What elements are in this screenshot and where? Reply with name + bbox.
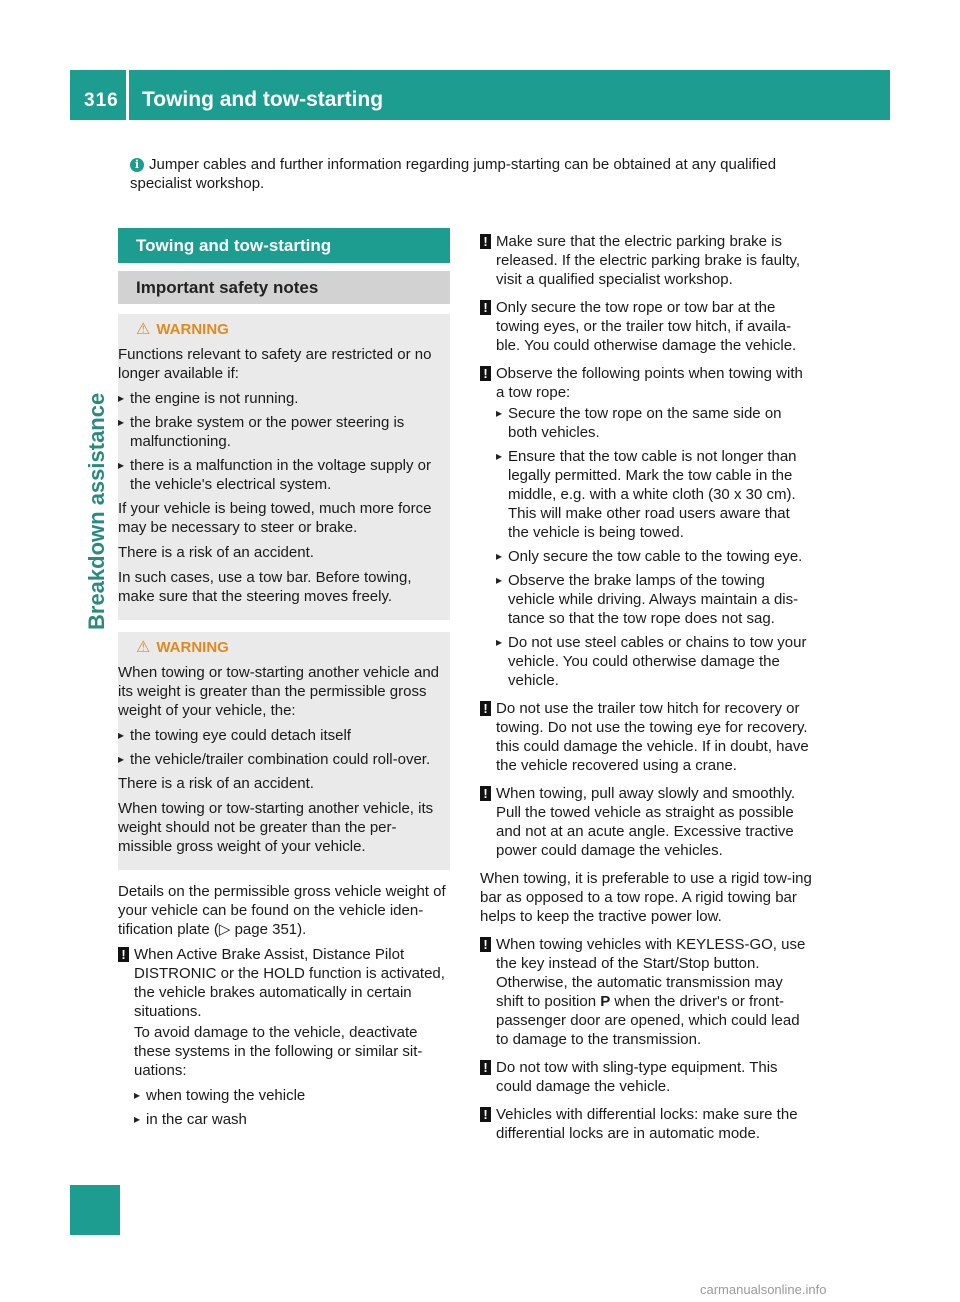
- warning-label: WARNING: [156, 321, 229, 338]
- notice-text: Do not use the trailer tow hitch for recovery or towing. Do not use the towing eye for recovery. this could damage the vehicle. If in doubt, have the vehicle recovered using a crane.: [496, 700, 809, 774]
- exclamation-icon: !: [480, 701, 491, 716]
- page-title: Towing and tow-starting: [142, 88, 384, 111]
- gear-position-p: P: [600, 993, 611, 1010]
- notice-text: Only secure the tow rope or tow bar at the towing eyes, or the trailer tow hitch, if availa-ble. You could otherwise damage the vehicle.: [496, 299, 797, 354]
- paragraph: When towing or tow-starting another vehicle, its weight should not be greater than the per-missible gross weight of your vehicle.: [118, 800, 434, 855]
- bullet-item: ▸ there is a malfunction in the voltage supply or the vehicle's electrical system.: [118, 456, 442, 494]
- warning-intro: When towing or tow-starting another vehicle and its weight is greater than the permissible gross weight of your vehicle, the:: [118, 664, 440, 719]
- info-text: Jumper cables and further information regarding jump-starting can be obtained at any qualified specialist workshop.: [130, 156, 777, 192]
- notice-text: When towing vehicles with KEYLESS-GO, use the key instead of the Start/Stop button. Otherwise, the automatic transmission may shift to position: [496, 936, 806, 1010]
- notice-text: Do not tow with sling-type equipment. This could damage the vehicle.: [496, 1059, 778, 1095]
- notice-block: [480, 784, 812, 860]
- bullet-item: ▸ the brake system or the power steering is malfunctioning.: [118, 413, 442, 451]
- notice-text: when the driver's or front-passenger door are opened, which could lead to damage to the transmission.: [496, 993, 800, 1048]
- warning-box-1: [118, 314, 450, 620]
- warning-triangle-icon: ⚠: [136, 321, 151, 338]
- exclamation-icon: !: [480, 1060, 491, 1075]
- paragraph: There is a risk of an accident.: [118, 775, 314, 792]
- page-number: 316: [84, 90, 119, 111]
- warning-body: [118, 663, 442, 856]
- left-column: [118, 228, 450, 1138]
- details-paragraph: Details on the permissible gross vehicle weight of your vehicle can be found on the vehicle iden-tification plate (▷ page 351).: [118, 883, 446, 938]
- right-column: [480, 232, 812, 1152]
- notice-block: [480, 1058, 812, 1096]
- warning-intro: Functions relevant to safety are restricted or no longer available if:: [118, 346, 432, 382]
- bullet-item: ▸ in the car wash: [134, 1110, 450, 1129]
- notice-text: Observe the following points when towing with a tow rope:: [496, 365, 803, 401]
- notice-block: [118, 945, 450, 1129]
- bullet-item: ▸ Only secure the tow cable to the towing eye.: [496, 547, 812, 566]
- exclamation-icon: !: [480, 234, 491, 249]
- notice-block: [480, 232, 812, 289]
- notice-text: To avoid damage to the vehicle, deactivate these systems in the following or similar sit-uations:: [134, 1024, 423, 1079]
- bullet-item: ▸ Observe the brake lamps of the towing vehicle while driving. Always maintain a dis-tance so that the tow rope does not sag.: [496, 571, 812, 628]
- bullet-item: ▸ Do not use steel cables or chains to tow your vehicle. You could otherwise damage the vehicle.: [496, 633, 812, 690]
- info-note: [130, 155, 820, 193]
- exclamation-icon: !: [480, 937, 491, 952]
- subsection-heading: Important safety notes: [118, 271, 450, 304]
- bullet-item: ▸ when towing the vehicle: [134, 1086, 450, 1105]
- warning-label: WARNING: [156, 639, 229, 656]
- side-chapter-block: [70, 1185, 120, 1235]
- bullet-item: ▸ the engine is not running.: [118, 389, 442, 408]
- header-divider: [126, 70, 129, 120]
- bullet-item: ▸ the towing eye could detach itself: [118, 726, 442, 745]
- notice-block: [480, 298, 812, 355]
- exclamation-icon: !: [480, 366, 491, 381]
- exclamation-icon: !: [480, 786, 491, 801]
- notice-text: When Active Brake Assist, Distance Pilot DISTRONIC or the HOLD function is activated, the vehicle brakes automatically in certain situations.: [134, 946, 445, 1020]
- notice-block: [480, 364, 812, 690]
- watermark: carmanualsonline.info: [700, 1282, 827, 1297]
- warning-heading: [118, 320, 442, 339]
- paragraph: If your vehicle is being towed, much more force may be necessary to steer or brake.: [118, 500, 432, 536]
- exclamation-icon: !: [480, 300, 491, 315]
- page-header: [70, 70, 890, 120]
- exclamation-icon: !: [118, 947, 129, 962]
- paragraph: There is a risk of an accident.: [118, 544, 314, 561]
- notice-block: [480, 935, 812, 1049]
- notice-text: When towing, pull away slowly and smoothly. Pull the towed vehicle as straight as possible and not at an acute angle. Excessive tractive power could damage the vehicles.: [496, 785, 796, 859]
- warning-triangle-icon: ⚠: [136, 639, 151, 656]
- side-chapter-label: Breakdown assistance: [84, 392, 109, 630]
- notice-text: Vehicles with differential locks: make sure the differential locks are in automatic mode.: [496, 1106, 798, 1142]
- notice-text: Make sure that the electric parking brake is released. If the electric parking brake is faulty, visit a qualified specialist workshop.: [496, 233, 801, 288]
- section-heading: Towing and tow-starting: [118, 228, 450, 263]
- warning-body: [118, 345, 442, 606]
- exclamation-icon: !: [480, 1107, 491, 1122]
- warning-box-2: [118, 632, 450, 870]
- bullet-item: ▸ Secure the tow rope on the same side on both vehicles.: [496, 404, 812, 442]
- notice-block: [480, 699, 812, 775]
- paragraph: In such cases, use a tow bar. Before towing, make sure that the steering moves freely.: [118, 569, 412, 605]
- bullet-item: ▸ Ensure that the tow cable is not longer than legally permitted. Mark the tow cable in the middle, e.g. with a white cloth (30 x 30 cm). This will make other road users aware that the vehicle is being towed.: [496, 447, 812, 542]
- paragraph: When towing, it is preferable to use a rigid tow-ing bar as opposed to a tow rope. A rigid towing bar helps to keep the tractive power low.: [480, 870, 812, 925]
- info-icon: i: [130, 158, 144, 172]
- bullet-item: ▸ the vehicle/trailer combination could roll-over.: [118, 750, 442, 769]
- warning-heading: [118, 638, 442, 657]
- notice-block: [480, 1105, 812, 1143]
